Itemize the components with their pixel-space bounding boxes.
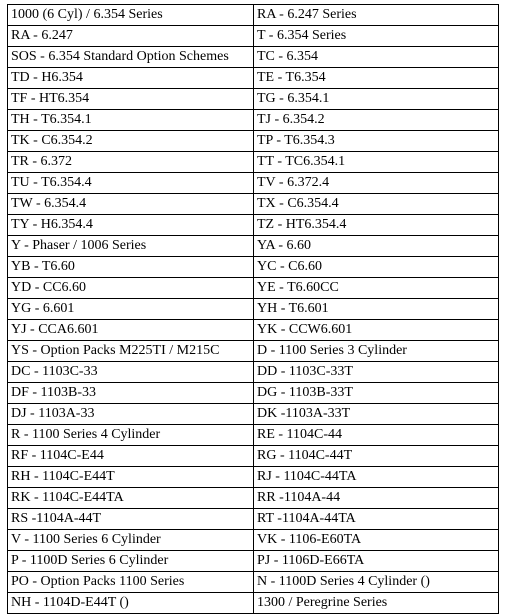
table-cell-right: TT - TC6.354.1: [254, 152, 499, 173]
table-row: [8, 341, 499, 362]
table-row: [8, 110, 499, 131]
table-row: [8, 593, 499, 614]
table-cell-right: RT -1104A-44TA: [254, 509, 499, 530]
table-cell-right: RA - 6.247 Series: [254, 5, 499, 26]
table-cell-left: YS - Option Packs M225TI / M215C: [8, 341, 254, 362]
table-row: [8, 47, 499, 68]
table-row: [8, 194, 499, 215]
table-cell-left: DJ - 1103A-33: [8, 404, 254, 425]
table-cell-left: YG - 6.601: [8, 299, 254, 320]
table-row: [8, 131, 499, 152]
table-cell-right: TP - T6.354.3: [254, 131, 499, 152]
table-cell-left: YD - CC6.60: [8, 278, 254, 299]
table-cell-left: RA - 6.247: [8, 26, 254, 47]
table-cell-left: TY - H6.354.4: [8, 215, 254, 236]
table-row: [8, 26, 499, 47]
table-cell-right: DD - 1103C-33T: [254, 362, 499, 383]
table-cell-right: VK - 1106-E60TA: [254, 530, 499, 551]
table-row: [8, 278, 499, 299]
table-row: [8, 383, 499, 404]
table-cell-right: RG - 1104C-44T: [254, 446, 499, 467]
table-cell-left: RH - 1104C-E44T: [8, 467, 254, 488]
engine-series-sheet: [7, 4, 498, 614]
table-cell-left: TK - C6.354.2: [8, 131, 254, 152]
table-row: [8, 425, 499, 446]
table-cell-left: RK - 1104C-E44TA: [8, 488, 254, 509]
table-cell-left: NH - 1104D-E44T (): [8, 593, 254, 614]
engine-code-table-body: [8, 5, 499, 614]
table-row: [8, 299, 499, 320]
table-cell-left: Y - Phaser / 1006 Series: [8, 236, 254, 257]
table-cell-right: TC - 6.354: [254, 47, 499, 68]
table-row: [8, 5, 499, 26]
table-cell-right: TG - 6.354.1: [254, 89, 499, 110]
table-cell-left: TD - H6.354: [8, 68, 254, 89]
table-cell-left: V - 1100 Series 6 Cylinder: [8, 530, 254, 551]
table-cell-right: N - 1100D Series 4 Cylinder (): [254, 572, 499, 593]
table-cell-right: YA - 6.60: [254, 236, 499, 257]
table-cell-left: 1000 (6 Cyl) / 6.354 Series: [8, 5, 254, 26]
table-cell-right: TX - C6.354.4: [254, 194, 499, 215]
table-cell-right: 1300 / Peregrine Series: [254, 593, 499, 614]
table-cell-left: TH - T6.354.1: [8, 110, 254, 131]
table-cell-right: TZ - HT6.354.4: [254, 215, 499, 236]
table-cell-right: DK -1103A-33T: [254, 404, 499, 425]
table-cell-left: SOS - 6.354 Standard Option Schemes: [8, 47, 254, 68]
table-cell-left: YB - T6.60: [8, 257, 254, 278]
table-row: [8, 68, 499, 89]
table-row: [8, 509, 499, 530]
table-row: [8, 551, 499, 572]
table-cell-right: YC - C6.60: [254, 257, 499, 278]
table-cell-right: PJ - 1106D-E66TA: [254, 551, 499, 572]
table-cell-left: DF - 1103B-33: [8, 383, 254, 404]
table-row: [8, 488, 499, 509]
table-cell-right: DG - 1103B-33T: [254, 383, 499, 404]
table-cell-left: RS -1104A-44T: [8, 509, 254, 530]
table-row: [8, 530, 499, 551]
table-row: [8, 572, 499, 593]
table-cell-right: YH - T6.601: [254, 299, 499, 320]
table-cell-right: RJ - 1104C-44TA: [254, 467, 499, 488]
table-cell-left: TU - T6.354.4: [8, 173, 254, 194]
table-cell-right: YK - CCW6.601: [254, 320, 499, 341]
table-cell-right: TE - T6.354: [254, 68, 499, 89]
table-cell-right: TV - 6.372.4: [254, 173, 499, 194]
table-cell-left: PO - Option Packs 1100 Series: [8, 572, 254, 593]
table-row: [8, 215, 499, 236]
table-row: [8, 446, 499, 467]
table-cell-left: TR - 6.372: [8, 152, 254, 173]
engine-code-table: [7, 4, 499, 614]
table-row: [8, 257, 499, 278]
table-cell-right: T - 6.354 Series: [254, 26, 499, 47]
table-row: [8, 320, 499, 341]
table-cell-right: D - 1100 Series 3 Cylinder: [254, 341, 499, 362]
table-row: [8, 236, 499, 257]
table-cell-left: YJ - CCA6.601: [8, 320, 254, 341]
table-cell-left: P - 1100D Series 6 Cylinder: [8, 551, 254, 572]
table-row: [8, 467, 499, 488]
table-row: [8, 173, 499, 194]
table-row: [8, 152, 499, 173]
table-row: [8, 404, 499, 425]
table-row: [8, 362, 499, 383]
table-cell-right: TJ - 6.354.2: [254, 110, 499, 131]
table-cell-left: RF - 1104C-E44: [8, 446, 254, 467]
table-row: [8, 89, 499, 110]
table-cell-left: DC - 1103C-33: [8, 362, 254, 383]
table-cell-right: RR -1104A-44: [254, 488, 499, 509]
table-cell-right: YE - T6.60CC: [254, 278, 499, 299]
table-cell-left: TW - 6.354.4: [8, 194, 254, 215]
table-cell-left: TF - HT6.354: [8, 89, 254, 110]
table-cell-right: RE - 1104C-44: [254, 425, 499, 446]
table-cell-left: R - 1100 Series 4 Cylinder: [8, 425, 254, 446]
